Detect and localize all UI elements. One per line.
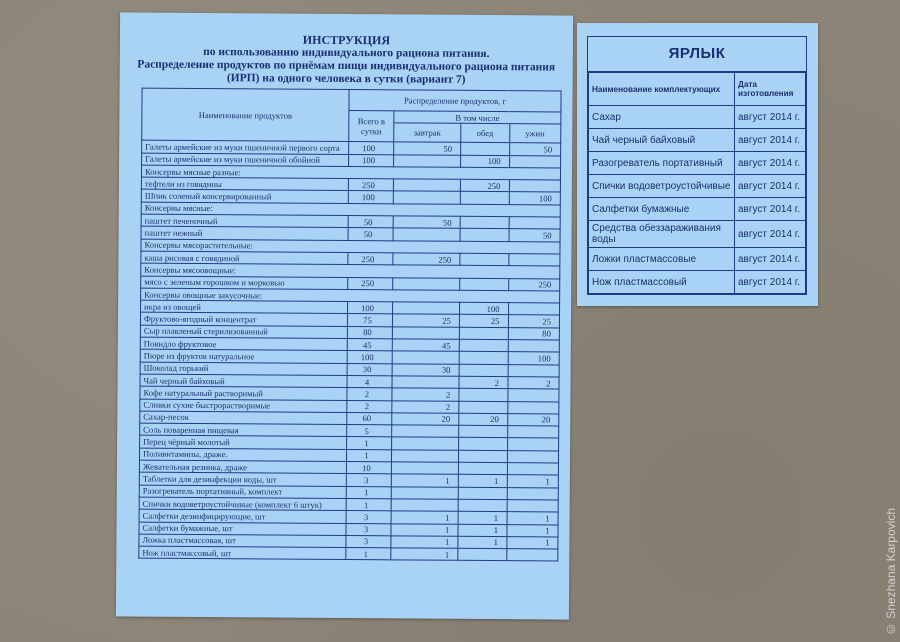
dinner-grams: 100 xyxy=(509,192,561,205)
dinner-grams: 250 xyxy=(508,278,560,291)
dinner-grams: 50 xyxy=(509,229,561,242)
dinner-grams xyxy=(506,549,558,562)
component-name: Нож пластмассовый xyxy=(589,271,735,294)
breakfast-grams: 1 xyxy=(391,511,458,524)
breakfast-grams xyxy=(393,277,460,290)
header-product-name: Наименование продуктов xyxy=(142,88,349,142)
product-name: Перец чёрный молотый xyxy=(140,435,347,449)
product-name: каша рисовая с говядиной xyxy=(141,251,348,265)
lunch-grams: 1 xyxy=(458,512,507,525)
instruction-title: ИНСТРУКЦИЯ xyxy=(302,32,391,48)
breakfast-grams: 45 xyxy=(392,339,459,352)
product-name: Сахар-песок xyxy=(140,411,347,425)
breakfast-grams: 1 xyxy=(391,474,458,487)
total-grams: 1 xyxy=(346,548,391,561)
product-name: Пюре из фруктов натуральное xyxy=(140,349,347,363)
breakfast-grams: 1 xyxy=(391,523,458,536)
instruction-sheet xyxy=(116,12,573,619)
dinner-grams xyxy=(507,426,559,439)
total-grams: 4 xyxy=(347,375,392,388)
total-grams: 3 xyxy=(346,511,391,524)
group-label: Консервы мясорастительные: xyxy=(141,239,560,254)
lunch-grams xyxy=(458,548,507,561)
product-name: Спички водоветроустойчивые (комплект 6 штук) xyxy=(139,497,346,511)
total-grams: 5 xyxy=(347,425,392,438)
breakfast-grams xyxy=(392,376,459,389)
product-name: Галеты армейские из муки пшеничной обойной xyxy=(142,153,349,167)
dinner-grams: 20 xyxy=(507,413,559,426)
dinner-grams xyxy=(507,401,559,414)
dinner-grams xyxy=(509,155,561,168)
product-name: Салфетки дезинфицирующие, шт xyxy=(139,509,346,523)
breakfast-grams: 30 xyxy=(392,363,459,376)
product-name: Чай черный байховый xyxy=(140,374,347,388)
product-name: Шоколад горький xyxy=(140,362,347,376)
total-grams: 100 xyxy=(348,191,393,204)
manufacture-date: август 2014 г. xyxy=(735,106,806,129)
header-dinner: ужин xyxy=(509,124,561,143)
lunch-grams xyxy=(459,401,508,414)
total-grams: 1 xyxy=(346,486,391,499)
header-breakfast: завтрак xyxy=(394,123,461,142)
lunch-grams xyxy=(458,450,507,463)
breakfast-grams xyxy=(393,179,460,192)
label-table xyxy=(588,72,806,294)
dinner-grams xyxy=(507,500,559,513)
dinner-grams xyxy=(508,254,560,267)
product-name: паштет нежный xyxy=(141,226,348,240)
label-sheet xyxy=(577,23,818,306)
product-name: Поливитамины, драже. xyxy=(139,448,346,462)
product-name: Разогреватель портативный, комплект xyxy=(139,485,346,499)
instruction-subtitle-3: (ИРП) на одного человека в сутки (вариант 7) xyxy=(226,72,466,86)
manufacture-date: август 2014 г. xyxy=(735,221,806,248)
lunch-grams xyxy=(459,352,508,365)
total-grams: 100 xyxy=(348,302,393,315)
dinner-grams xyxy=(509,217,561,230)
total-grams: 250 xyxy=(348,252,393,265)
lunch-grams: 20 xyxy=(459,413,508,426)
dinner-grams xyxy=(508,303,560,316)
dinner-grams xyxy=(508,364,560,377)
total-grams: 100 xyxy=(349,142,394,155)
manufacture-date: август 2014 г. xyxy=(735,248,806,271)
breakfast-grams: 1 xyxy=(391,548,458,561)
breakfast-grams: 25 xyxy=(392,314,459,327)
lunch-grams xyxy=(460,143,509,156)
breakfast-grams xyxy=(391,486,458,499)
breakfast-grams xyxy=(392,425,459,438)
total-grams: 45 xyxy=(347,339,392,352)
lunch-grams: 250 xyxy=(460,179,509,192)
header-distribution: Распределение продуктов, г xyxy=(349,90,561,112)
component-name: Средства обеззараживания воды xyxy=(589,221,735,248)
product-name: Жевательная резинка, драже xyxy=(139,460,346,474)
dinner-grams xyxy=(509,180,561,193)
total-grams: 1 xyxy=(346,449,391,462)
instruction-subtitle-2: Распределение продуктов по приёмам пищи индивидуального рациона питания xyxy=(137,58,556,74)
lunch-grams xyxy=(458,438,507,451)
total-grams: 30 xyxy=(347,363,392,376)
label-row xyxy=(589,106,806,129)
label-row xyxy=(589,152,806,175)
manufacture-date: август 2014 г. xyxy=(735,175,806,198)
dinner-grams: 25 xyxy=(508,315,560,328)
breakfast-grams xyxy=(392,351,459,364)
lunch-grams xyxy=(459,389,508,402)
dinner-grams: 80 xyxy=(508,327,560,340)
total-grams: 250 xyxy=(348,277,393,290)
lunch-grams xyxy=(460,253,509,266)
total-grams: 2 xyxy=(347,388,392,401)
lunch-grams: 1 xyxy=(458,475,507,488)
breakfast-grams xyxy=(391,450,458,463)
instruction-subtitle-1: по использованию индивидуального рациона питания. xyxy=(203,46,490,61)
group-label: Консервы мясные: xyxy=(141,202,560,217)
dinner-grams: 1 xyxy=(507,475,559,488)
product-name: Фруктово-ягодный концентрат xyxy=(140,313,347,327)
component-name: Салфетки бумажные xyxy=(589,198,735,221)
product-name: Галеты армейские из муки пшеничной первого сорта xyxy=(142,140,349,154)
lunch-grams xyxy=(459,425,508,438)
product-name: Салфетки бумажные, шт xyxy=(139,522,346,536)
lunch-grams xyxy=(458,462,507,475)
dinner-grams: 50 xyxy=(509,143,561,156)
dinner-grams xyxy=(507,389,559,402)
dinner-grams: 100 xyxy=(508,352,560,365)
dinner-grams: 2 xyxy=(508,377,560,390)
label-header-date: Дата изготовления xyxy=(735,73,806,106)
manufacture-date: август 2014 г. xyxy=(735,271,806,294)
label-row xyxy=(589,198,806,221)
dinner-grams xyxy=(507,487,559,500)
instruction-header xyxy=(120,32,573,87)
photo-watermark: © Snezhana Karpovich xyxy=(884,507,898,636)
header-total: Всего в сутки xyxy=(349,111,394,143)
breakfast-grams: 50 xyxy=(394,142,461,155)
total-grams: 50 xyxy=(348,228,393,241)
lunch-grams: 1 xyxy=(458,524,507,537)
breakfast-grams xyxy=(392,437,459,450)
dinner-grams xyxy=(507,438,559,451)
lunch-grams xyxy=(460,278,509,291)
component-name: Спички водоветроустойчивые xyxy=(589,175,735,198)
label-row xyxy=(589,271,806,294)
total-grams: 1 xyxy=(347,437,392,450)
manufacture-date: август 2014 г. xyxy=(735,198,806,221)
ration-table-body xyxy=(139,140,561,561)
header-including: В том числе xyxy=(394,111,561,124)
header-lunch: обед xyxy=(461,124,510,143)
dinner-grams xyxy=(507,463,559,476)
total-grams: 80 xyxy=(347,326,392,339)
total-grams: 3 xyxy=(346,523,391,536)
total-grams: 1 xyxy=(346,498,391,511)
total-grams: 10 xyxy=(346,462,391,475)
group-label: Консервы овощные закусочные: xyxy=(141,288,560,303)
lunch-grams xyxy=(459,327,508,340)
label-row xyxy=(589,175,806,198)
label-title: ЯРЛЫК xyxy=(588,37,806,72)
lunch-grams: 25 xyxy=(459,315,508,328)
product-name: Сливки сухие быстрорастворимые xyxy=(140,399,347,413)
lunch-grams xyxy=(460,229,509,242)
breakfast-grams: 2 xyxy=(392,400,459,413)
dinner-grams: 1 xyxy=(507,512,559,525)
breakfast-grams: 50 xyxy=(393,216,460,229)
label-row xyxy=(589,221,806,248)
group-label: Консервы мясоовощные: xyxy=(141,263,560,278)
label-box xyxy=(587,36,807,295)
breakfast-grams xyxy=(393,191,460,204)
breakfast-grams xyxy=(394,154,461,167)
breakfast-grams xyxy=(393,302,460,315)
total-grams: 2 xyxy=(347,400,392,413)
breakfast-grams xyxy=(391,462,458,475)
product-name: Повидло фруктовое xyxy=(140,337,347,351)
lunch-grams: 100 xyxy=(459,302,508,315)
product-name: Ложка пластмассовая, шт xyxy=(139,534,346,548)
total-grams: 60 xyxy=(347,412,392,425)
component-name: Разогреватель портативный xyxy=(589,152,735,175)
label-row xyxy=(589,248,806,271)
label-row xyxy=(589,129,806,152)
breakfast-grams: 1 xyxy=(391,536,458,549)
manufacture-date: август 2014 г. xyxy=(735,129,806,152)
lunch-grams xyxy=(460,192,509,205)
lunch-grams xyxy=(459,364,508,377)
product-name: Кофе натуральный растворимый xyxy=(140,386,347,400)
total-grams: 250 xyxy=(348,179,393,192)
table-row xyxy=(139,546,558,561)
breakfast-grams: 250 xyxy=(393,253,460,266)
ration-table xyxy=(138,88,561,562)
total-grams: 50 xyxy=(348,216,393,229)
dinner-grams: 1 xyxy=(506,536,558,549)
lunch-grams xyxy=(459,339,508,352)
lunch-grams xyxy=(460,216,509,229)
breakfast-grams xyxy=(393,228,460,241)
breakfast-grams xyxy=(392,327,459,340)
product-name: Соль поваренная пищевая xyxy=(140,423,347,437)
lunch-grams: 1 xyxy=(458,536,507,549)
product-name: Шпик соленый консервированный xyxy=(141,190,348,204)
breakfast-grams: 20 xyxy=(392,413,459,426)
product-name: паштет печеночный xyxy=(141,214,348,228)
total-grams: 100 xyxy=(347,351,392,364)
product-name: тефтели из говядины xyxy=(141,177,348,191)
dinner-grams xyxy=(507,450,559,463)
label-table-body xyxy=(589,106,806,294)
breakfast-grams: 2 xyxy=(392,388,459,401)
product-name: Нож пластмассовый, шт xyxy=(139,546,346,560)
dinner-grams: 1 xyxy=(506,524,558,537)
lunch-grams: 2 xyxy=(459,376,508,389)
lunch-grams xyxy=(458,499,507,512)
lunch-grams xyxy=(458,487,507,500)
total-grams: 100 xyxy=(349,154,394,167)
component-name: Чай черный байховый xyxy=(589,129,735,152)
dinner-grams xyxy=(508,340,560,353)
component-name: Ложки пластмассовые xyxy=(589,248,735,271)
product-name: икра из овощей xyxy=(141,300,348,314)
component-name: Сахар xyxy=(589,106,735,129)
total-grams: 75 xyxy=(347,314,392,327)
total-grams: 3 xyxy=(346,474,391,487)
group-label: Консервы мясные разные: xyxy=(141,165,560,180)
lunch-grams: 100 xyxy=(460,155,509,168)
manufacture-date: август 2014 г. xyxy=(735,152,806,175)
product-name: Сыр плавленый стерилизованный xyxy=(140,325,347,339)
breakfast-grams xyxy=(391,499,458,512)
product-name: Таблетки для дезинфекции воды, шт xyxy=(139,472,346,486)
label-header-name: Наименование комплектующих xyxy=(589,73,735,106)
total-grams: 3 xyxy=(346,535,391,548)
product-name: мясо с зеленым горошком и морковью xyxy=(141,276,348,290)
